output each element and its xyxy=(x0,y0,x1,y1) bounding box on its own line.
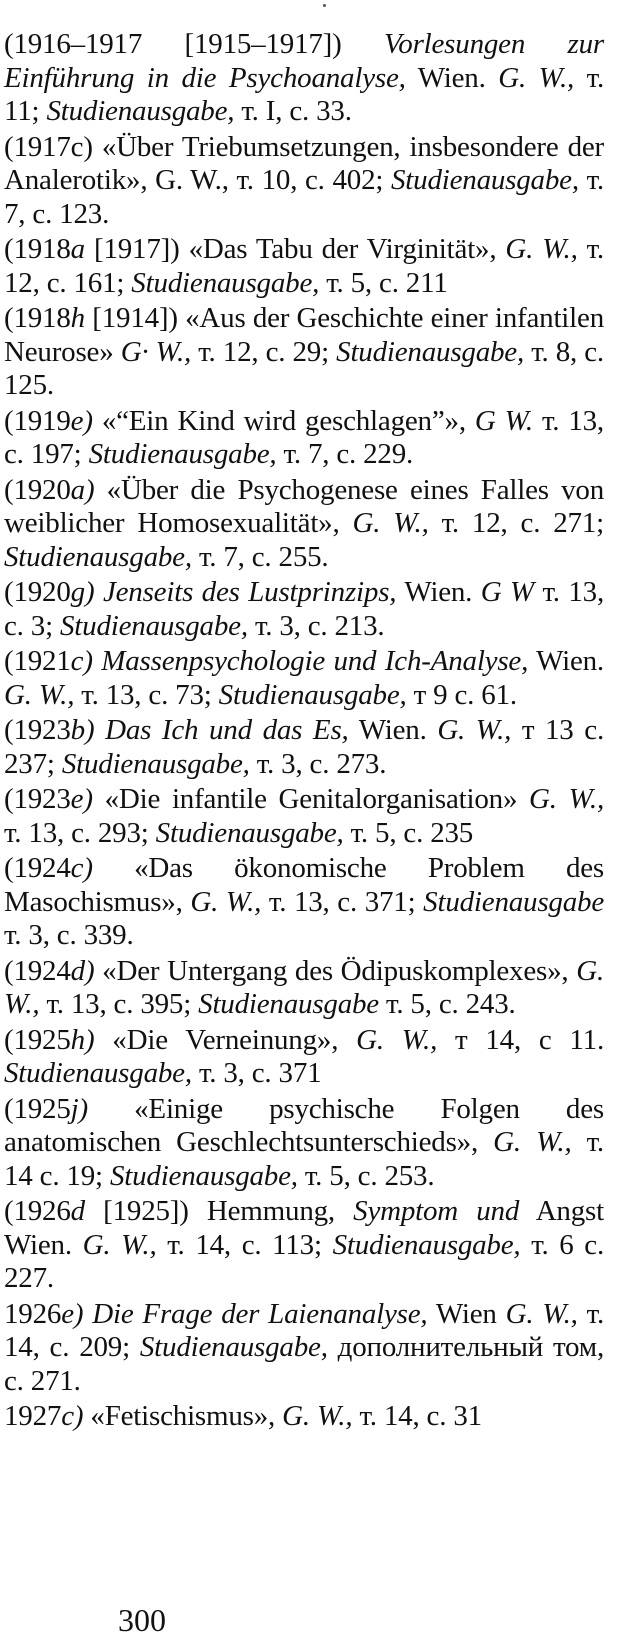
entry-text: т. I, с. 33. xyxy=(234,95,352,127)
bibliography-entry xyxy=(4,130,612,232)
entry-text: т 13 с. 237; xyxy=(4,714,612,780)
bibliography-entry xyxy=(4,1400,604,1434)
entry-text: т. 3, с. 339. xyxy=(4,885,612,951)
entry-text-italic: h) xyxy=(70,1023,95,1056)
entry-text: [1914]) «Aus der Geschichte einer infantilen Neurose» xyxy=(4,302,612,368)
entry-text: (1921 xyxy=(4,645,71,677)
entry-text: т. 5, с. 211 xyxy=(319,266,448,299)
entry-text-italic: Studienausgabe, xyxy=(332,1228,521,1261)
entry-text: (1925 xyxy=(4,1092,71,1125)
entry-text: т. 7, с. 123. xyxy=(4,164,612,230)
entry-text-italic: Studienausgabe, xyxy=(390,164,579,196)
entry-text: т. 13, с. 395; xyxy=(39,988,199,1020)
entry-text-italic: Studienausgabe, xyxy=(139,1331,328,1363)
entry-text-italic: d xyxy=(70,1195,85,1227)
entry-text-italic: g) xyxy=(70,576,95,608)
entry-text: т. 12, с. 29; xyxy=(191,335,337,368)
print-speck xyxy=(323,4,326,7)
bibliography-entry xyxy=(4,852,612,953)
entry-text: т. 11; xyxy=(4,61,612,127)
entry-text: (1916–1917 [1915–1917]) xyxy=(4,28,384,60)
entry-text-italic: G. W., xyxy=(4,678,75,711)
entry-text-italic: G. W., xyxy=(190,885,262,918)
entry-text: (1918 xyxy=(4,302,71,334)
entry-text: т 9 с. 61. xyxy=(406,678,517,711)
entry-text-italic: G. W., xyxy=(356,1023,438,1056)
entry-text: Angst Wien. xyxy=(4,1195,611,1261)
entry-text: (1923 xyxy=(4,783,71,815)
entry-text xyxy=(94,576,103,608)
entry-text: «Der Untergang des Ödipuskomplexes», xyxy=(94,954,577,987)
entry-text-italic: G. W., xyxy=(82,1228,157,1261)
entry-text: «Das ökonomische Problem des Masochismus», xyxy=(4,852,612,918)
entry-text: т. 3, с. 371 xyxy=(191,1057,322,1089)
entry-text: Wien. xyxy=(396,576,481,608)
entry-text-italic: G· W., xyxy=(120,335,192,368)
entry-text-italic: Massenpsychologie und Ich-Analyse, xyxy=(101,645,529,677)
entry-text: т. 3, с. 213. xyxy=(247,609,385,642)
entry-text-italic: G. W., xyxy=(529,783,604,815)
entry-text-italic: b) Das Ich und das Es, xyxy=(70,714,349,746)
entry-text-italic: Studienausgabe, xyxy=(218,678,407,711)
entry-text-italic: Studienausgabe, xyxy=(46,95,235,127)
bibliography-list xyxy=(4,28,612,1436)
entry-text-italic: G. W., xyxy=(493,1126,572,1158)
entry-text: т. 5, с. 253. xyxy=(297,1159,435,1192)
entry-text: т. 6 с. 227. xyxy=(4,1228,612,1294)
entry-text: (1920 xyxy=(4,473,71,506)
entry-text-italic: G. W., xyxy=(498,61,575,94)
entry-text: т. 13, с. 73; xyxy=(74,678,219,711)
entry-text: т. 14, с. 113; xyxy=(156,1228,333,1261)
entry-text: Wien xyxy=(427,1297,506,1330)
entry-text-italic: G. W., xyxy=(505,233,578,265)
entry-text: т. 5, с. 235 xyxy=(343,816,474,849)
entry-text-italic: c) xyxy=(70,852,93,884)
entry-text-italic: c) xyxy=(70,645,93,677)
entry-text-italic: G. W., xyxy=(282,1400,353,1432)
entry-text-italic: Symptom und xyxy=(353,1195,520,1227)
entry-text-italic: G W xyxy=(480,576,534,608)
entry-text: «“Ein Kind wird geschlagen”», xyxy=(92,404,475,437)
entry-text: Wien. xyxy=(348,714,438,746)
entry-text: т. 14 с. 19; xyxy=(4,1126,612,1192)
entry-text: [1925]) Hemmung, xyxy=(84,1195,354,1227)
entry-text: т. 3, с. 273. xyxy=(249,747,387,780)
entry-text-italic: h xyxy=(70,302,85,334)
entry-text: т. 7, с. 255. xyxy=(191,540,329,573)
entry-text-italic: d) xyxy=(70,954,95,987)
entry-text-italic: c) xyxy=(61,1400,84,1432)
entry-text-italic: Vorlesungen zur Einführung in die Psychoanalyse, xyxy=(4,28,612,94)
entry-text: т. 14, с. 31 xyxy=(352,1400,482,1432)
entry-text: «Die infantile Genitalorganisation» xyxy=(92,783,530,815)
entry-text-italic: a) xyxy=(70,473,95,506)
page-number: 300 xyxy=(118,1602,166,1638)
entry-text-italic: G. W., xyxy=(437,714,512,746)
entry-text: дополнительный том, с. 271. xyxy=(4,1331,612,1397)
entry-text-italic: Studienausgabe, xyxy=(109,1159,298,1192)
bibliography-entry xyxy=(4,473,612,575)
entry-text: Wien. xyxy=(405,61,499,94)
entry-text: (1925 xyxy=(4,1023,71,1056)
entry-text: (1926 xyxy=(4,1195,71,1227)
entry-text: (1920 xyxy=(4,576,71,608)
bibliography-entry xyxy=(4,645,612,712)
bibliography-entry xyxy=(4,576,612,643)
bibliography-entry xyxy=(4,302,612,403)
entry-text-italic: e) xyxy=(70,404,93,437)
entry-text-italic: Studienausgabe, xyxy=(155,816,344,849)
entry-text: (1917c) «Über Triebumsetzungen, insbesondere der Analerotik», G. W., т. 10, с. 402; xyxy=(4,130,610,196)
entry-text: «Die Verneinung», xyxy=(94,1023,357,1056)
entry-text: т. 12, с. 161; xyxy=(4,233,612,299)
entry-text: Wien. xyxy=(528,645,612,677)
entry-text: «Fetischismus», xyxy=(83,1400,283,1432)
entry-text: 1927 xyxy=(4,1400,62,1432)
entry-text-italic: j) xyxy=(70,1092,88,1125)
entry-text-italic: Studienausgabe, xyxy=(336,335,525,368)
entry-text: т. 12, с. 271; xyxy=(428,507,612,539)
bibliography-entry xyxy=(4,1023,612,1091)
bibliography-entry xyxy=(4,954,612,1022)
entry-text-italic: e) Die Frage der Laienanalyse, xyxy=(61,1297,428,1330)
entry-text-italic: Studienausgabe, xyxy=(59,609,248,642)
entry-text: т. 7, с. 229. xyxy=(276,438,414,470)
entry-text: [1917]) «Das Tabu der Virginität», xyxy=(84,233,506,265)
entry-text xyxy=(93,645,101,677)
entry-text-italic: Studienausgabe xyxy=(423,885,604,918)
entry-text-italic: Studienausgabe xyxy=(198,988,379,1020)
bibliography-entry xyxy=(4,1297,612,1399)
entry-text: (1924 xyxy=(4,954,71,987)
entry-text: «Über die Psychogenese eines Falles von weiblicher Homosexualität», xyxy=(4,473,612,539)
entry-text-italic: Studienausgabe, xyxy=(4,540,192,573)
bibliography-entry xyxy=(4,783,612,850)
entry-text-italic: Jenseits des Lustprinzips, xyxy=(102,576,397,608)
entry-text: т. 13, с. 197; xyxy=(4,404,612,470)
entry-text: 1926 xyxy=(4,1297,62,1330)
bibliography-entry xyxy=(4,233,612,300)
entry-text: т. 13, с. 293; xyxy=(4,783,612,849)
entry-text: (1924 xyxy=(4,852,71,884)
entry-text: т. 13, с. 371; xyxy=(261,885,424,918)
bibliography-entry xyxy=(4,714,612,781)
entry-text: т. 14, с. 209; xyxy=(4,1297,612,1363)
bibliography-entry xyxy=(4,28,612,129)
entry-text-italic: Studienausgabe, xyxy=(88,438,277,470)
entry-text-italic: G W. xyxy=(474,404,533,437)
entry-text-italic: Studienausgabe, xyxy=(131,266,320,299)
entry-text: «Einige psychische Folgen des anatomischen Geschlechtsunterschieds», xyxy=(4,1092,612,1158)
bibliography-entry xyxy=(4,404,612,472)
entry-text: (1923 xyxy=(4,714,71,746)
bibliography-entry xyxy=(4,1092,612,1194)
entry-text-italic: Studienausgabe, xyxy=(61,747,250,780)
bibliography-entry xyxy=(4,1195,612,1296)
entry-text-italic: Studienausgabe, xyxy=(4,1057,192,1089)
entry-text-italic: G. W., xyxy=(352,507,429,539)
entry-text: т. 8, с. 125. xyxy=(4,335,612,401)
entry-text-italic: G. W., xyxy=(4,954,612,1020)
entry-text-italic: G. W., xyxy=(505,1297,578,1330)
entry-text: т. 5, с. 243. xyxy=(378,988,516,1020)
entry-text-italic: e) xyxy=(70,783,93,815)
entry-text: т. 13, с. 3; xyxy=(4,576,612,642)
entry-text-italic: a xyxy=(70,233,85,265)
entry-text: т 14, с 11. xyxy=(437,1023,612,1056)
entry-text: (1919 xyxy=(4,404,71,437)
entry-text: (1918 xyxy=(4,233,71,265)
